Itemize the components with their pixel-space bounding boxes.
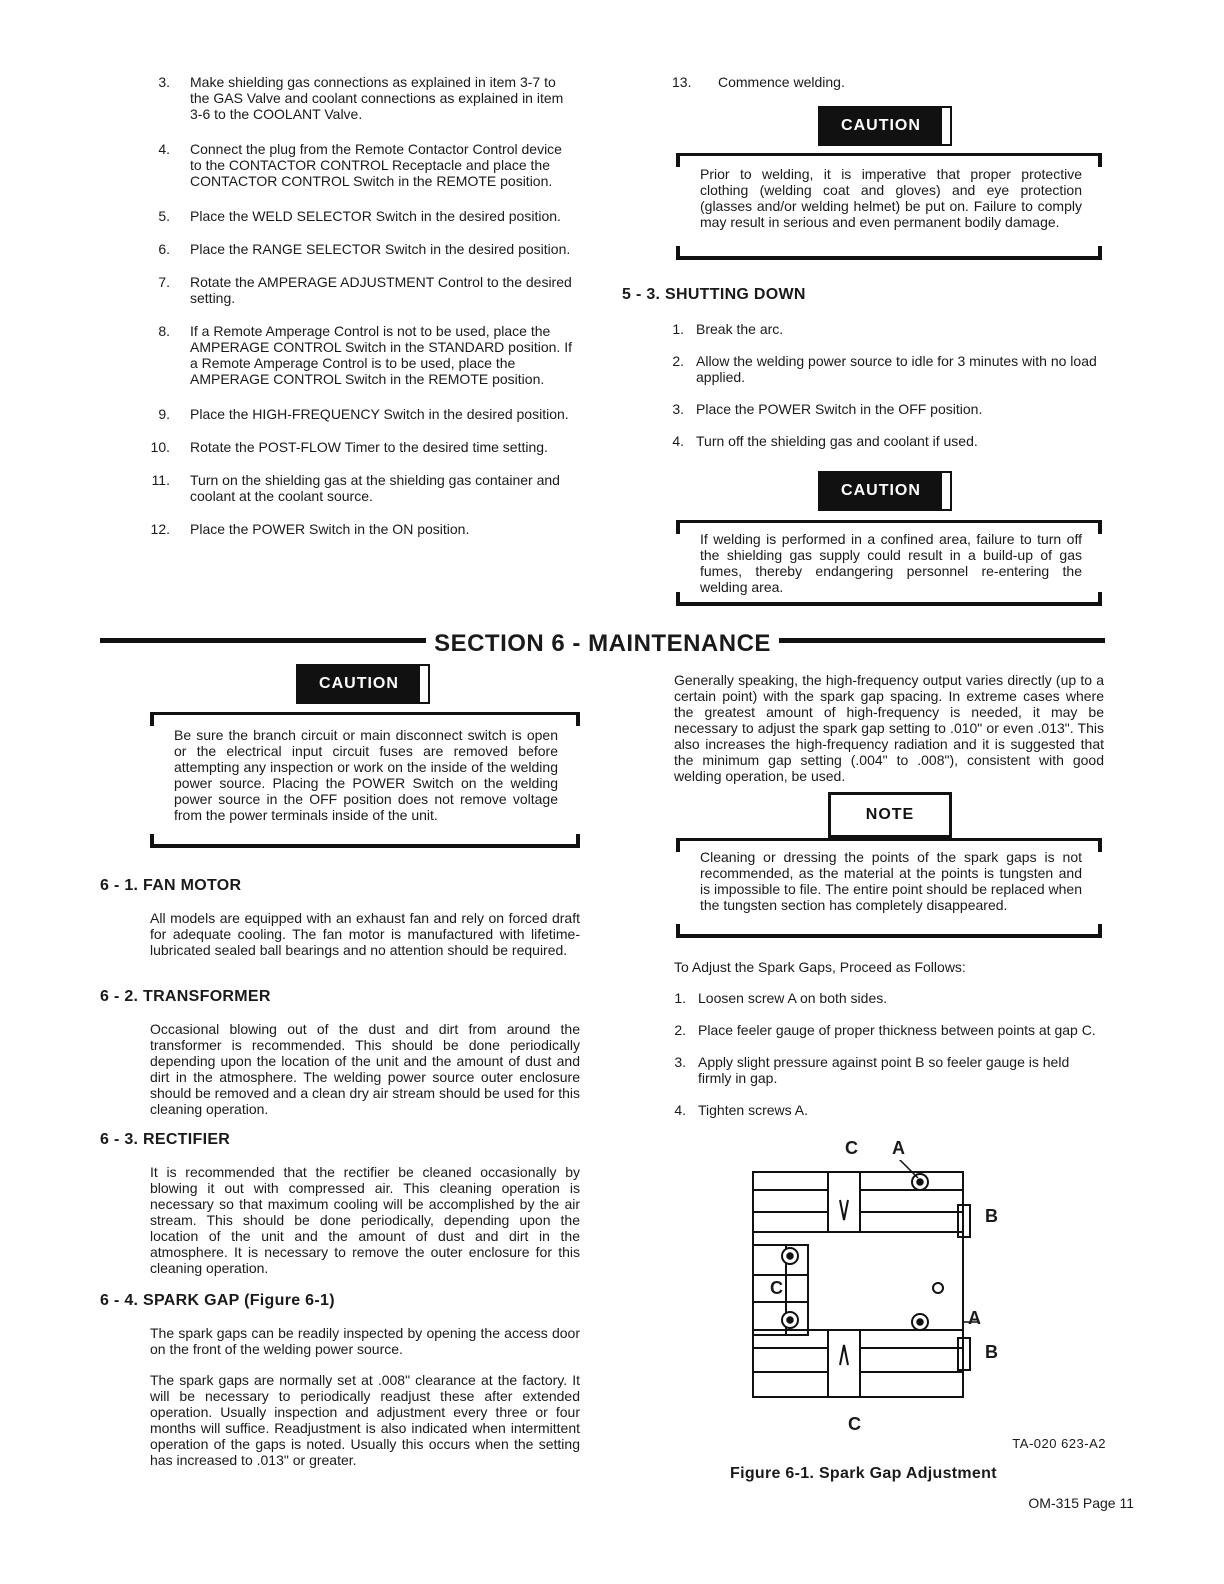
- figure-label-a-right: A: [968, 1308, 981, 1328]
- step-3: 3. Make shielding gas connections as explained in item 3-7 to the GAS Valve and coolant connections as explained in item 3-6 to the COOLANT Valve.: [158, 74, 564, 122]
- caution-badge-3: CAUTION: [296, 664, 422, 704]
- shutdown-steps-list: [672, 321, 1104, 466]
- spark-gap-text-2: The spark gaps are normally set at .008" clearance at the factory. It will be necessary to periodically readjust these after extended operation. Usually inspection and adjustment every three or four months will suffice. Readjustment is also indicated when intermittent operation of the gaps is noted. Usually this occurs when the setting has increased to .013" or greater.: [150, 1372, 580, 1468]
- step-10: 10. Rotate the POST-FLOW Timer to the desired time setting.: [150, 439, 548, 455]
- note-badge: NOTE: [828, 792, 952, 838]
- figure-bottom-right-block: [860, 1330, 963, 1397]
- caution-badge-1: CAUTION: [818, 106, 944, 146]
- left-steps-list: [146, 74, 576, 554]
- figure-caption: Figure 6-1. Spark Gap Adjustment: [730, 1465, 997, 1482]
- note-box: Cleaning or dressing the points of the spark gaps is not recommended, as the material at the points is tungsten and is impossible to file. The entire point should be replaced when the tungsten section has completely disappeared.: [678, 838, 1100, 938]
- step-9: 9. Place the HIGH-FREQUENCY Switch in the desired position.: [158, 406, 569, 422]
- hf-intro-text: Generally speaking, the high-frequency output varies directly (up to a certain point) with the spark gap spacing. In extreme cases where the greatest amount of high-frequency is needed, it may be necessary to adjust the spark gap setting to .010" or even .013". This also increases the high-frequency radiation and it is suggested that the minimum gap setting (.004" to .008"), consistent with good welding operation, be used.: [674, 672, 1104, 784]
- adjust-steps-list: [674, 990, 1104, 1135]
- figure-top-left-block: [753, 1172, 828, 1232]
- figure-bottom-left-block: [753, 1330, 828, 1397]
- figure-top-electrode: [828, 1172, 860, 1232]
- adjust-step-4: 4. Tighten screws A.: [674, 1102, 808, 1118]
- step-4: 4. Connect the plug from the Remote Contactor Control device to the CONTACTOR CONTROL Receptacle and place the CONTACTOR CONTROL Switch in the REMOTE position.: [158, 141, 562, 189]
- fan-motor-text: All models are equipped with an exhaust fan and rely on forced draft for adequate cooling. The fan motor is manufactured with lifetime-lubricated sealed ball bearings and no attention should be required.: [150, 910, 580, 958]
- section-6-title-bar: [100, 630, 1105, 658]
- figure-label-c-top: C: [845, 1138, 858, 1158]
- figure-code: TA-020 623-A2: [1012, 1436, 1106, 1451]
- figure-outer-frame: [753, 1172, 963, 1397]
- adjust-step-3: 3. Apply slight pressure against point B so feeler gauge is held firmly in gap.: [674, 1054, 1070, 1086]
- figure-label-b-right: B: [985, 1342, 998, 1362]
- caution-badge-2: CAUTION: [818, 471, 944, 511]
- figure-label-c-bottom: C: [848, 1414, 861, 1434]
- figure-hole-center: [933, 1283, 943, 1293]
- figure-label-b-top: B: [985, 1206, 998, 1226]
- step-11: 11. Turn on the shielding gas at the shielding gas container and coolant at the coolant source.: [151, 472, 560, 504]
- adjust-step-1: 1. Loosen screw A on both sides.: [674, 990, 888, 1006]
- section-title: SECTION 6 - MAINTENANCE: [100, 630, 1105, 658]
- fan-motor-heading: 6 - 1. FAN MOTOR: [100, 877, 242, 894]
- shutdown-step-3: 3. Place the POWER Switch in the OFF position.: [672, 401, 983, 417]
- shutting-down-heading: 5 - 3. SHUTTING DOWN: [622, 286, 806, 303]
- figure-label-a-top: A: [892, 1138, 905, 1158]
- step-6: 6. Place the RANGE SELECTOR Switch in the desired position.: [158, 241, 571, 257]
- step-8: 8. If a Remote Amperage Control is not to be used, place the AMPERAGE CONTROL Switch in the STANDARD position. If a Remote Amperage Control is to be used, place the AMPERAGE CONTROL Switch in the REMOTE position.: [158, 323, 572, 387]
- figure-label-c-left: C: [770, 1278, 783, 1298]
- figure-bottom-electrode: [828, 1330, 860, 1397]
- caution-box-1: Prior to welding, it is imperative that proper protective clothing (welding coat and gloves) and eye protection (glasses and/or welding helmet) be put on. Failure to comply may result in serious and even permanent bodily damage.: [678, 153, 1100, 260]
- spark-gap-figure: [748, 1160, 998, 1420]
- shutdown-step-4: 4. Turn off the shielding gas and coolant if used.: [672, 433, 978, 449]
- step-12: 12. Place the POWER Switch in the ON position.: [150, 521, 470, 537]
- adjust-intro: To Adjust the Spark Gaps, Proceed as Follows:: [674, 959, 966, 975]
- adjust-step-2: 2. Place feeler gauge of proper thickness between points at gap C.: [674, 1022, 1096, 1038]
- spark-gap-heading: 6 - 4. SPARK GAP (Figure 6-1): [100, 1292, 335, 1309]
- rectifier-text: It is recommended that the rectifier be cleaned occasionally by blowing it out with compressed air. This cleaning operation is necessary so that maximum cooling will be accomplished by the air stream. This should be done periodically, depending upon the location of the unit and the amount of dust and dirt in the atmosphere. It is necessary to remove the outer enclosure for this cleaning operation.: [150, 1164, 580, 1276]
- shutdown-step-1: 1. Break the arc.: [672, 321, 784, 337]
- caution-box-2: If welding is performed in a confined area, failure to turn off the shielding gas supply could result in a build-up of gas fumes, thereby endangering personnel re-entering the welding area.: [678, 520, 1100, 606]
- transformer-text: Occasional blowing out of the dust and dirt from around the transformer is recommended. This should be done periodically depending upon the location of the unit and the amount of dust and dirt in the atmosphere. The welding power source outer enclosure should be removed and a clean dry air stream should be used for this cleaning operation.: [150, 1021, 580, 1117]
- transformer-heading: 6 - 2. TRANSFORMER: [100, 988, 271, 1005]
- spark-gap-text-1: The spark gaps can be readily inspected by opening the access door on the front of the welding power source.: [150, 1325, 580, 1357]
- shutdown-step-2: 2. Allow the welding power source to idle for 3 minutes with no load applied.: [672, 353, 1097, 385]
- rectifier-heading: 6 - 3. RECTIFIER: [100, 1131, 231, 1148]
- caution-box-3: Be sure the branch circuit or main disconnect switch is open or the electrical input circuit fuses are removed before attempting any inspection or work on the inside of the welding power source. Placing the POWER Switch on the welding power source in the OFF position does not remove voltage from the power terminals inside of the unit.: [152, 712, 578, 848]
- step-7: 7. Rotate the AMPERAGE ADJUSTMENT Control to the desired setting.: [158, 274, 572, 306]
- step-5: 5. Place the WELD SELECTOR Switch in the desired position.: [158, 208, 561, 224]
- page-footer: OM-315 Page 11: [1028, 1495, 1134, 1511]
